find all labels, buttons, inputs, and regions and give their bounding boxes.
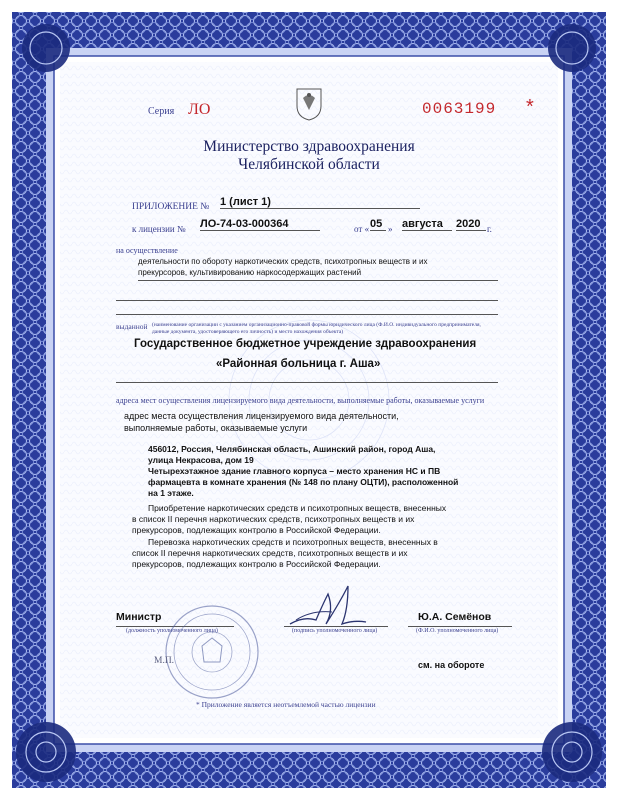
form-number: 0063199	[422, 100, 497, 118]
date-suffix: г.	[487, 224, 492, 234]
activity-line-1: деятельности по обороту наркотических средств, психотропных веществ и их	[138, 257, 428, 266]
acquisition-line-2: в список II перечня наркотических средств, психотропных веществ и их	[132, 514, 415, 524]
date-month: августа	[402, 218, 452, 231]
activity-label: на осуществление	[116, 246, 178, 255]
ministry-title	[70, 138, 548, 174]
license-number: ЛО-74-03-000364	[200, 218, 320, 231]
activity-line-2: прекурсоров, культивированию наркосодержащих растений	[138, 268, 362, 277]
signer-rule	[408, 626, 512, 627]
license-label: к лицензии №	[132, 224, 186, 234]
issued-note	[152, 322, 481, 336]
appendix-footnote: * Приложение является неотъемлемой частью лицензии	[196, 700, 376, 709]
signature-note: (подпись уполномоченного лица)	[292, 628, 378, 634]
transport-line-3: прекурсоров, подлежащих контролю в Российской Федерации.	[132, 559, 381, 569]
position-note: (должность уполномоченного лица)	[126, 628, 218, 634]
issued-label: выданной	[116, 322, 148, 331]
stamp-place-label: М.П.	[154, 656, 175, 666]
address-line-1: 456012, Россия, Челябинская область, Ашинский район, город Аша,	[148, 444, 436, 454]
transport-line-1: Перевозка наркотических средств и психотропных веществ, внесенных в	[148, 537, 438, 547]
organization-name-line-1: Государственное бюджетное учреждение здравоохранения	[134, 338, 477, 350]
series-label: Серия	[148, 106, 175, 117]
storage-place-line-2: фармацевта в комнате хранения (№ 148 по плану ОЦТИ), расположенной	[148, 477, 459, 487]
addresses-subtitle-line-2: выполняемые работы, оказываемые услуги	[124, 423, 308, 433]
series-value: ЛО	[188, 101, 211, 118]
signatory-position: Министр	[116, 611, 162, 623]
ministry-line-2: Челябинской области	[238, 156, 380, 173]
acquisition-line-1: Приобретение наркотических средств и психотропных веществ, внесенных	[148, 503, 447, 513]
work-item-acquisition	[132, 503, 446, 536]
acquisition-line-3: прекурсоров, подлежащих контролю в Российской Федерации.	[132, 525, 381, 535]
addresses-label: адреса мест осуществления лицензируемого вида деятельности, выполняемые работы, оказываемые услуги	[116, 396, 485, 405]
work-item-transport	[132, 537, 438, 570]
see-back-note: см. на обороте	[418, 660, 485, 670]
address-block	[148, 444, 435, 466]
activity-rule-1	[138, 270, 498, 281]
official-stamp-image	[162, 602, 262, 702]
activity-rule-2	[116, 290, 498, 301]
date-separator: »	[388, 224, 393, 234]
appendix-label: ПРИЛОЖЕНИЕ №	[132, 202, 210, 212]
date-day: 05	[370, 218, 386, 231]
storage-place-block	[148, 466, 458, 499]
date-from-label: от «	[354, 224, 370, 234]
issued-note-line-1: (наименование организации с указанием организационно-правовой формы юридического лица (Ф.И.О. индивидуального предпринимателя,	[152, 322, 481, 328]
storage-place-line-1: Четырехэтажное здание главного корпуса – место хранения НС и ПВ	[148, 466, 441, 476]
org-rule	[116, 374, 498, 383]
address-line-2: улица Некрасова, дом 19	[148, 455, 254, 465]
activity-rule-3	[116, 304, 498, 315]
transport-line-2: список II перечня наркотических средств, психотропных веществ и их	[132, 548, 408, 558]
asterisk-mark: *	[526, 96, 534, 118]
ministry-line-1: Министерство здравоохранения	[203, 138, 415, 155]
appendix-value: 1 (лист 1)	[220, 196, 420, 209]
signature-rule	[284, 626, 388, 627]
coat-of-arms-icon	[294, 86, 324, 122]
signatory-name: Ю.А. Семёнов	[418, 611, 492, 623]
date-year: 2020	[456, 218, 486, 231]
issued-note-line-2: данные документа, удостоверяющего его личность) и место нахождения объекта)	[152, 329, 344, 335]
document-sheet	[70, 82, 548, 722]
addresses-subtitle-line-1: адрес места осуществления лицензируемого вида деятельности,	[124, 411, 399, 421]
organization-name-line-2: «Районная больница г. Аша»	[216, 358, 381, 370]
addresses-subtitle	[124, 410, 399, 434]
storage-place-line-3: на 1 этаже.	[148, 488, 194, 498]
signer-note: (Ф.И.О. уполномоченного лица)	[416, 628, 499, 634]
